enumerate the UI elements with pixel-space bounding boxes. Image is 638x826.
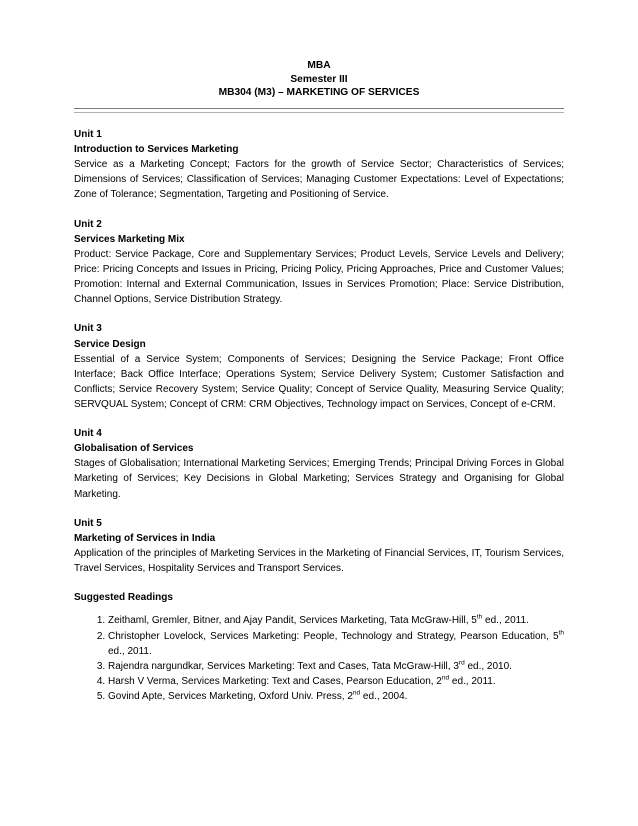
- unit-4: [74, 426, 564, 501]
- unit-number: Unit 5: [74, 517, 102, 529]
- reading-item: 1. Zeithaml, Gremler, Bitner, and Ajay Pandit, Services Marketing, Tata McGraw-Hill, 5th ed., 2011.: [108, 613, 564, 628]
- unit-title: Marketing of Services in India: [74, 532, 216, 544]
- suggested-readings: [74, 590, 564, 704]
- header-divider-secondary: [74, 112, 564, 113]
- unit-title: Service Design: [74, 338, 146, 350]
- unit-title: Globalisation of Services: [74, 443, 194, 455]
- readings-title: Suggested Readings: [74, 592, 173, 604]
- unit-number: Unit 1: [74, 129, 102, 140]
- unit-title: Services Marketing Mix: [74, 233, 185, 245]
- reading-item: 4. Harsh V Verma, Services Marketing: Text and Cases, Pearson Education, 2nd ed., 2011.: [108, 674, 564, 689]
- header-divider: [74, 108, 564, 109]
- reading-item: 5. Govind Apte, Services Marketing, Oxford Univ. Press, 2nd ed., 2004.: [108, 689, 564, 704]
- reading-item: 3. Rajendra nargundkar, Services Marketing: Text and Cases, Tata McGraw-Hill, 3rd ed., 2010.: [108, 659, 564, 674]
- unit-number: Unit 2: [74, 218, 102, 230]
- unit-description: Application of the principles of Marketing Services in the Marketing of Financial Services, IT, Tourism Services, Travel Services, Hospitality Services and Transport Services.: [74, 548, 564, 575]
- unit-description: Essential of a Service System; Components of Services; Designing the Service Package; Front Office Interface; Back Office Interface; Operations System; Service Delivery System; Customer Satisfaction and Conflicts; Service Recovery System; Service Quality; Concept of Service Quality, Measuring Service Quality; SERVQUAL System; Concept of CRM: CRM Objectives, Technology impact on Services, Concept of e-CRM.: [74, 353, 564, 410]
- unit-5: [74, 516, 564, 576]
- reading-item: 2. Christopher Lovelock, Services Marketing: People, Technology and Strategy, Pearson Education, 5th ed., 2011.: [108, 629, 564, 659]
- program-title: MBA: [307, 60, 331, 71]
- unit-title: Introduction to Services Marketing: [74, 144, 239, 156]
- document-header: [0, 59, 638, 100]
- unit-description: Product: Service Package, Core and Supplementary Services; Product Levels, Service Levels and Delivery; Price: Pricing Concepts and Issues in Pricing, Pricing Policy, Pricing Approaches, Price and Customer Values; Promotion: Internal and External Communication, Issues in Services Promotion; Place: Service Distribution, Channel Options, Service Distribution Strategy.: [74, 248, 564, 306]
- unit-1: [74, 127, 564, 202]
- unit-2: [74, 217, 564, 308]
- unit-3: [74, 321, 564, 412]
- readings-list: [74, 613, 564, 704]
- course-title: MB304 (M3) – MARKETING OF SERVICES: [218, 87, 420, 98]
- unit-description: Stages of Globalisation; International Marketing Services; Emerging Trends; Principal Driving Forces in Global Marketing of Services; Key Decisions in Global Marketing; Services Strategy and Organising for Global Marketing.: [74, 458, 564, 500]
- unit-description: Service as a Marketing Concept; Factors for the growth of Service Sector; Characteristics of Services; Dimensions of Services; Classification of Services; Managing Customer Expectations: Level of Expectations; Zone of Tolerance; Segmentation, Targeting and Positioning of Service.: [74, 159, 564, 201]
- unit-number: Unit 3: [74, 323, 102, 335]
- unit-number: Unit 4: [74, 428, 102, 440]
- syllabus-content: [74, 127, 564, 704]
- semester-title: Semester III: [290, 73, 348, 85]
